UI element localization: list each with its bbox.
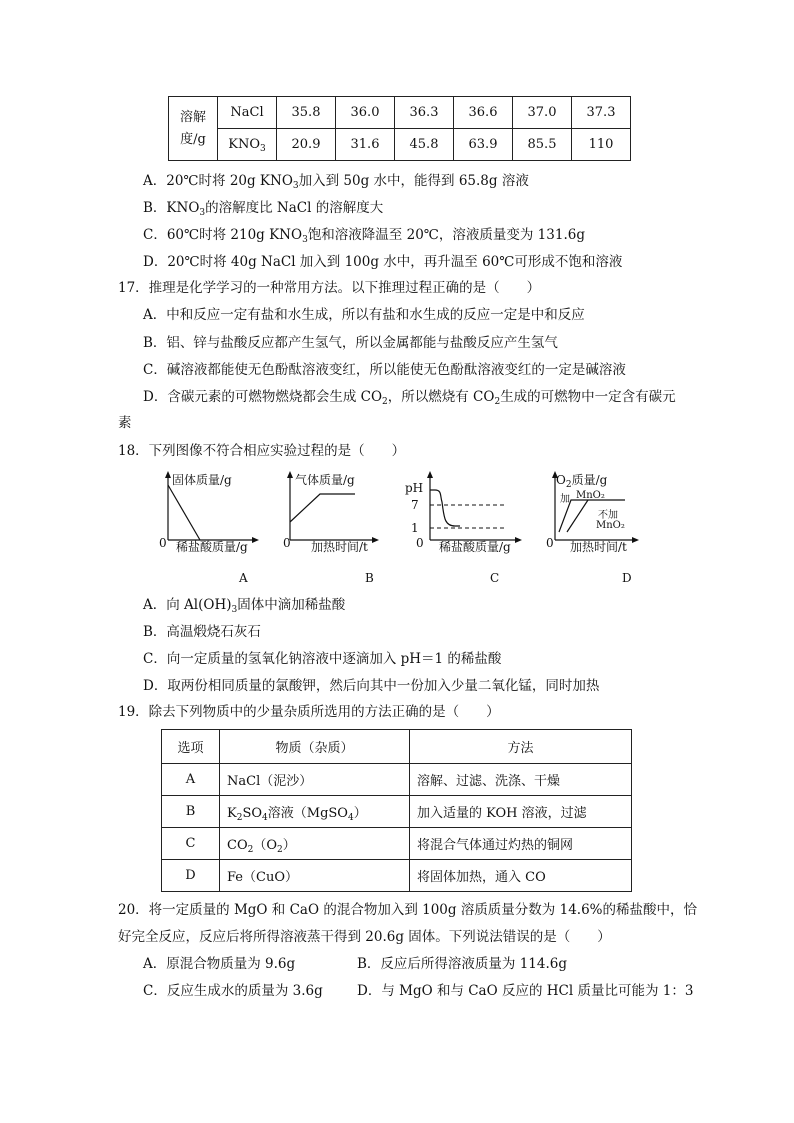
q20-stem-line-1: 20．将一定质量的 MgO 和 CaO 的混合物加入到 100g 溶质质量分数为 14.6%的稀盐酸中，恰 <box>118 902 697 918</box>
text: ） <box>353 806 367 821</box>
graph-a-letter: A <box>239 571 248 585</box>
cell: 85.5 <box>513 129 572 161</box>
graph-d-curve-noadd <box>567 500 588 532</box>
q19-method: 将固体加热，通入 CO <box>410 860 632 892</box>
q18-option-d: D．取两份相同质量的氯酸钾，然后向其中一份加入少量二氧化锰，同时加热 <box>143 678 600 694</box>
text: A．20℃时将 20g KNO <box>143 173 293 189</box>
q19-substance <box>220 796 410 828</box>
graph-b-curve <box>290 494 355 522</box>
graph-c-letter: C <box>490 571 500 585</box>
q19-method: 加入适量的 KOH 溶液，过滤 <box>410 796 632 828</box>
q20-option-c: C．反应生成水的质量为 3.6g <box>143 983 323 999</box>
q19-substance: Fe（CuO） <box>220 860 410 892</box>
q19-method: 将混合气体通过灼热的铜网 <box>410 828 632 860</box>
text: 加入到 50g 水中，能得到 65.8g 溶液 <box>298 173 529 189</box>
q17-option-b: B．铝、锌与盐酸反应都产生氢气，所以金属都能与盐酸反应产生氢气 <box>143 335 558 351</box>
graph-d-label-noadd: 不加 <box>598 510 618 521</box>
subscript: 3 <box>302 235 308 245</box>
graph-a-curve <box>168 485 200 540</box>
cell: 36.0 <box>336 97 395 129</box>
q17-option-d <box>143 388 676 406</box>
table-row <box>162 860 632 892</box>
subscript: 3 <box>199 208 206 218</box>
text: SO <box>242 806 263 821</box>
table-row <box>162 796 632 828</box>
graph-d-label-add: 加 <box>560 494 570 505</box>
text: 固体中滴加稀盐酸 <box>237 597 346 613</box>
table-header-cell <box>169 97 218 161</box>
text: K <box>227 806 237 821</box>
graph-b-letter: B <box>365 571 374 585</box>
q18-option-a <box>143 596 345 614</box>
subscript: 2 <box>494 397 501 407</box>
subscript: 3 <box>231 605 238 615</box>
graph-a-origin: 0 <box>159 536 167 550</box>
q17-option-a: A．中和反应一定有盐和水生成，所以有盐和水生成的反应一定是中和反应 <box>143 307 585 323</box>
q16-option-d: D．20℃时将 40g NaCl 加入到 100g 水中，再升温至 60℃可形成不饱和溶液 <box>143 254 623 270</box>
cell: 37.0 <box>513 97 572 129</box>
row-label-kno3 <box>218 129 277 161</box>
q20-option-b: B．反应后所得溶液质量为 114.6g <box>357 956 568 972</box>
q19-substance <box>220 828 410 860</box>
subscript: 2 <box>382 397 388 407</box>
graph-c-tick-7: 7 <box>411 498 419 512</box>
text: B．KNO <box>143 200 200 216</box>
q19-table <box>161 729 632 892</box>
text: CO <box>227 838 248 853</box>
subscript: 2 <box>277 845 283 855</box>
subscript: 2 <box>236 813 243 823</box>
q19-opt: A <box>162 764 220 796</box>
graph-c-tick-1: 1 <box>411 521 419 535</box>
q18-option-b: B．高温煅烧石灰石 <box>143 624 261 640</box>
graph-d-ylabel <box>556 471 607 488</box>
cell: 36.6 <box>454 97 513 129</box>
cell: 110 <box>572 129 631 161</box>
cell: 45.8 <box>395 129 454 161</box>
graph-c-ylabel: pH <box>405 481 424 495</box>
header-line-2: 度/g <box>180 131 206 147</box>
q20-stem-line-2: 好完全反应，反应后将所得溶液蒸干得到 20.6g 固体。下列说法错误的是（ ） <box>118 929 611 945</box>
graph-c-origin: 0 <box>416 536 424 550</box>
header-line-1: 溶解 <box>179 109 206 125</box>
text: D．含碳元素的可燃物燃烧都会生成 CO <box>143 389 383 405</box>
cell: 31.6 <box>336 129 395 161</box>
q19-opt: B <box>162 796 220 828</box>
q19-substance: NaCl（泥沙） <box>220 764 410 796</box>
graph-b-origin: 0 <box>283 536 291 550</box>
graph-a-xlabel: 稀盐酸质量/g <box>176 540 248 554</box>
text: C．60℃时将 210g KNO <box>143 227 303 243</box>
text: ） <box>282 838 296 853</box>
cell: 35.8 <box>277 97 336 129</box>
graph-d-label-mno2-top: MnO₂ <box>576 490 605 501</box>
graph-d-label-mno2-bottom: MnO₂ <box>596 520 625 531</box>
q19-header-option: 选项 <box>162 730 220 764</box>
cell: 63.9 <box>454 129 513 161</box>
subscript: 3 <box>292 181 299 191</box>
q19-opt: C <box>162 828 220 860</box>
text: O <box>556 473 566 487</box>
q17-option-c: C．碱溶液都能使无色酚酞溶液变红，所以能使无色酚酞溶液变红的一定是碱溶液 <box>143 362 626 378</box>
table-row <box>162 828 632 860</box>
q19-stem: 19．除去下列物质中的少量杂质所选用的方法正确的是（ ） <box>118 704 500 720</box>
q16-option-c <box>143 226 585 244</box>
text: （O <box>253 838 278 853</box>
cell: 20.9 <box>277 129 336 161</box>
graph-c-curve <box>430 490 460 526</box>
subscript: 4 <box>262 813 268 823</box>
q19-header-substance: 物质（杂质） <box>220 730 410 764</box>
text: 饱和溶液降温至 20℃，溶液质量变为 131.6g <box>307 227 585 243</box>
q19-header-method: 方法 <box>410 730 632 764</box>
text: A．向 Al(OH) <box>143 597 232 613</box>
q17-option-d-cont: 素 <box>118 415 132 431</box>
q16-option-b <box>143 199 383 217</box>
q19-opt: D <box>162 860 220 892</box>
graph-b-ylabel: 气体质量/g <box>295 473 355 487</box>
graph-d-origin: 0 <box>546 536 554 550</box>
subscript: 4 <box>347 813 354 823</box>
text: 质量/g <box>571 473 608 487</box>
text: ，所以燃烧有 CO <box>387 389 495 405</box>
graph-d-xlabel: 加热时间/t <box>570 540 627 554</box>
cell: 37.3 <box>572 97 631 129</box>
graph-b-xlabel: 加热时间/t <box>311 540 368 554</box>
q20-option-d: D．与 MgO 和与 CaO 反应的 HCl 质量比可能为 1：3 <box>357 983 694 999</box>
text: 溶液（MgSO <box>267 806 348 821</box>
subscript: 2 <box>247 845 254 855</box>
table-row <box>162 764 632 796</box>
subscript: 3 <box>260 144 266 154</box>
q18-option-c: C．向一定质量的氢氧化钠溶液中逐滴加入 pH＝1 的稀盐酸 <box>143 651 502 667</box>
q16-option-a <box>143 172 529 190</box>
text: 生成的可燃物中一定含有碳元 <box>500 389 676 405</box>
q20-option-a: A．原混合物质量为 9.6g <box>143 956 296 972</box>
q18-stem: 18．下列图像不符合相应实验过程的是（ ） <box>118 443 406 459</box>
q17-stem: 17．推理是化学学习的一种常用方法。以下推理过程正确的是（ ） <box>118 280 541 296</box>
graph-d-letter: D <box>622 571 632 585</box>
row-label-nacl: NaCl <box>218 97 277 129</box>
graph-a-ylabel: 固体质量/g <box>172 473 232 487</box>
label-text: KNO <box>228 137 260 152</box>
subscript: 2 <box>565 480 572 490</box>
q19-method: 溶解、过滤、洗涤、干燥 <box>410 764 632 796</box>
text: 的溶解度比 NaCl 的溶解度大 <box>205 200 384 216</box>
cell: 36.3 <box>395 97 454 129</box>
solubility-table <box>168 96 631 161</box>
graph-c-xlabel: 稀盐酸质量/g <box>439 540 511 554</box>
